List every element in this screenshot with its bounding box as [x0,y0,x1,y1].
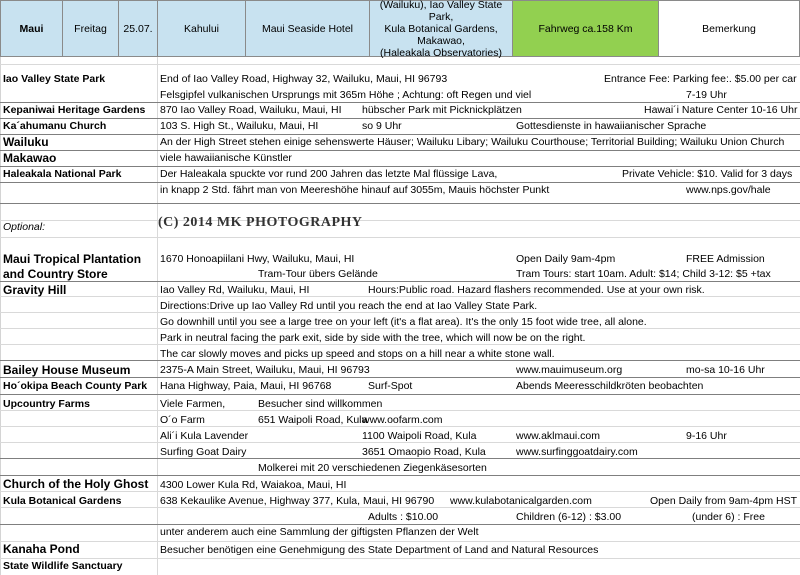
optional-label[interactable]: Optional: [3,221,46,233]
kaahumanu-name[interactable]: Ka´ahumanu Church [3,120,107,132]
iao-desc[interactable]: Felsgipfel vulkanischen Ursprungs mit 365m Höhe ; Achtung: oft Regen und viel [160,89,532,101]
kula-children[interactable]: Children (6-12) : $3.00 [516,511,622,523]
haleakala-name[interactable]: Haleakala National Park [3,168,122,180]
haleakala-desc-1[interactable]: Der Haleakala spuckte vor rund 200 Jahren das letzte Mal flüssige Lava, [160,168,498,180]
row-line [0,410,800,411]
header-row [0,0,800,57]
header-distance[interactable]: Fahrweg ca.158 Km [513,1,659,56]
header-region[interactable]: Maui [1,1,63,56]
header-stop-3: Makawao, [417,34,465,47]
kula-name[interactable]: Kula Botanical Gardens [3,495,122,507]
hookipa-desc[interactable]: Abends Meeresschildkröten beobachten [516,380,704,392]
kepaniwai-desc[interactable]: hübscher Park mit Picknickplätzen [362,104,522,116]
row-line [0,541,800,542]
kaahumanu-desc[interactable]: Gottesdienste in hawaiianischer Sprache [516,120,707,132]
hookipa-name[interactable]: Ho´okipa Beach County Park [3,380,148,392]
watermark: (C) 2014 MK PHOTOGRAPHY [158,215,363,230]
tropical-fee[interactable]: FREE Admission [686,253,765,265]
makawao-desc[interactable]: viele hawaiianische Künstler [160,152,292,164]
upcountry-farm-2-hours[interactable]: 9-16 Uhr [686,430,727,442]
upcountry-web-1[interactable]: www.oofarm.com [362,414,443,426]
wailuku-desc[interactable]: An der High Street stehen einige sehenswerte Häuser; Wailuku Libary; Wailuku Courthouse; Territorial Building; Wailuku Union Church [160,136,785,148]
iao-address[interactable]: End of Iao Valley Road, Highway 32, Wailuku, Maui, HI 96793 [160,73,448,85]
iao-fee[interactable]: Entrance Fee: Parking fee:. $5.00 per car [604,73,797,85]
kaahumanu-time[interactable]: so 9 Uhr [362,120,402,132]
row-line [0,150,800,151]
header-stops[interactable] [370,0,513,59]
row-line [0,220,800,221]
row-line [0,182,800,183]
upcountry-farm-3-address[interactable]: 3651 Omaopio Road, Kula [362,446,486,458]
row-line [0,134,800,135]
hookipa-address[interactable]: Hana Highway, Paia, Maui, HI 96768 [160,380,332,392]
upcountry-farm-2-web[interactable]: www.aklmaui.com [516,430,601,442]
gravity-name[interactable]: Gravity Hill [3,283,67,297]
tropical-name-1[interactable]: Maui Tropical Plantation [3,252,142,266]
gravity-directions-4[interactable]: The car slowly moves and picks up speed and stops on a hill near a white stone wall. [160,348,555,360]
haleakala-web[interactable]: www.nps.gov/hale [686,184,771,196]
row-line [0,475,800,476]
upcountry-farm-2-address[interactable]: 1100 Waipoli Road, Kula [362,430,477,442]
gravity-hours[interactable]: Hours:Public road. Hazard flashers recommended. Use at your own risk. [368,284,705,296]
wailuku-name[interactable]: Wailuku [3,135,49,149]
row-line [0,118,800,119]
gravity-directions-2[interactable]: Go downhill until you see a large tree on your left (it's a flat area). It's the only 15 foot wide tree, all alone. [160,316,647,328]
iao-name[interactable]: Iao Valley State Park [3,73,106,85]
row-line [0,558,800,559]
upcountry-desc-1[interactable]: Viele Farmen, [160,398,226,410]
header-hotel[interactable]: Maui Seaside Hotel [246,1,370,56]
tropical-address[interactable]: 1670 Honoapiilani Hwy, Wailuku, Maui, HI [160,253,355,265]
kanaha-name-1[interactable]: Kanaha Pond [3,542,80,556]
kula-desc[interactable]: unter anderem auch eine Sammlung der giftigsten Pflanzen der Welt [160,526,479,538]
header-day[interactable]: Freitag [63,1,119,56]
header-stop-1: (Wailuku), Iao Valley State Park, [379,0,503,23]
holyghost-name[interactable]: Church of the Holy Ghost [3,477,149,491]
tropical-tour-info[interactable]: Tram Tours: start 10am. Adult: $14; Child 3-12: $5 +tax [516,268,771,280]
gravity-address[interactable]: Iao Valley Rd, Wailuku, Maui, HI [160,284,310,296]
kula-hours[interactable]: Open Daily from 9am-4pm HST [650,495,798,507]
row-line [0,102,800,103]
kanaha-desc[interactable]: Besucher benötigen eine Genehmigung des State Department of Land and Natural Resources [160,544,599,556]
bailey-name[interactable]: Bailey House Museum [3,363,131,377]
upcountry-farm-1-address[interactable]: 651 Waipoli Road, Kula [258,414,368,426]
bailey-hours[interactable]: mo-sa 10-16 Uhr [686,364,765,376]
tropical-hours[interactable]: Open Daily 9am-4pm [516,253,616,265]
iao-hours[interactable]: 7-19 Uhr [686,89,727,101]
bailey-address[interactable]: 2375-A Main Street, Wailuku, Maui, HI 96793 [160,364,370,376]
upcountry-farm-1[interactable]: O´o Farm [160,414,205,426]
upcountry-farm-2[interactable]: Ali´i Kula Lavender [160,430,249,442]
kepaniwai-address[interactable]: 870 Iao Valley Road, Wailuku, Maui, HI [160,104,342,116]
kula-under-6[interactable]: (under 6) : Free [692,511,765,523]
row-line [0,491,800,492]
upcountry-desc-2[interactable]: Besucher sind willkommen [258,398,383,410]
row-line [0,237,800,238]
row-line [0,524,800,525]
row-line [0,394,800,395]
kepaniwai-name[interactable]: Kepaniwai Heritage Gardens [3,104,146,116]
upcountry-name[interactable]: Upcountry Farms [3,398,90,410]
header-remark[interactable]: Bemerkung [659,1,799,56]
header-stop-4: (Haleakala Observatories) [380,46,502,59]
gravity-directions-3[interactable]: Park in neutral facing the park exit, side by side with the tree, which will now be on the right. [160,332,586,344]
bailey-web[interactable]: www.mauimuseum.org [516,364,623,376]
header-stop-2: Kula Botanical Gardens, [384,22,498,35]
kula-adults[interactable]: Adults : $10.00 [368,511,439,523]
gravity-directions-1[interactable]: Directions:Drive up Iao Valley Rd until you reach the end at Iao Valley State Park. [160,300,538,312]
row-line [0,377,800,378]
tropical-name-2[interactable]: and Country Store [3,267,108,281]
header-city[interactable]: Kahului [158,1,246,56]
upcountry-farm-3[interactable]: Surfing Goat Dairy [160,446,247,458]
kula-address[interactable]: 638 Kekaulike Avenue, Highway 377, Kula, Maui, HI 96790 [160,495,435,507]
header-date[interactable]: 25.07. [119,1,158,56]
hookipa-type[interactable]: Surf-Spot [368,380,413,392]
upcountry-farm-3-web[interactable]: www.surfinggoatdairy.com [516,446,638,458]
haleakala-desc-2[interactable]: in knapp 2 Std. fährt man von Meereshöhe hinauf auf 3055m, Mauis höchster Punkt [160,184,550,196]
kula-web[interactable]: www.kulabotanicalgarden.com [450,495,592,507]
row-line [0,64,800,65]
kanaha-name-2[interactable]: State Wildlife Sanctuary [3,560,123,572]
row-line [0,281,800,282]
row-line [0,166,800,167]
kepaniwai-hours[interactable]: Hawai´i Nature Center 10-16 Uhr [644,104,798,116]
haleakala-fee[interactable]: Private Vehicle: $10. Valid for 3 days [622,168,793,180]
upcountry-farm-3-desc[interactable]: Molkerei mit 20 verschiedenen Ziegenkäsesorten [258,462,487,474]
kaahumanu-address[interactable]: 103 S. High St., Wailuku, Maui, HI [160,120,319,132]
holyghost-address[interactable]: 4300 Lower Kula Rd, Waiakoa, Maui, HI [160,479,347,491]
tropical-tour[interactable]: Tram-Tour übers Gelände [258,268,378,280]
row-line [0,203,800,204]
makawao-name[interactable]: Makawao [3,151,57,165]
